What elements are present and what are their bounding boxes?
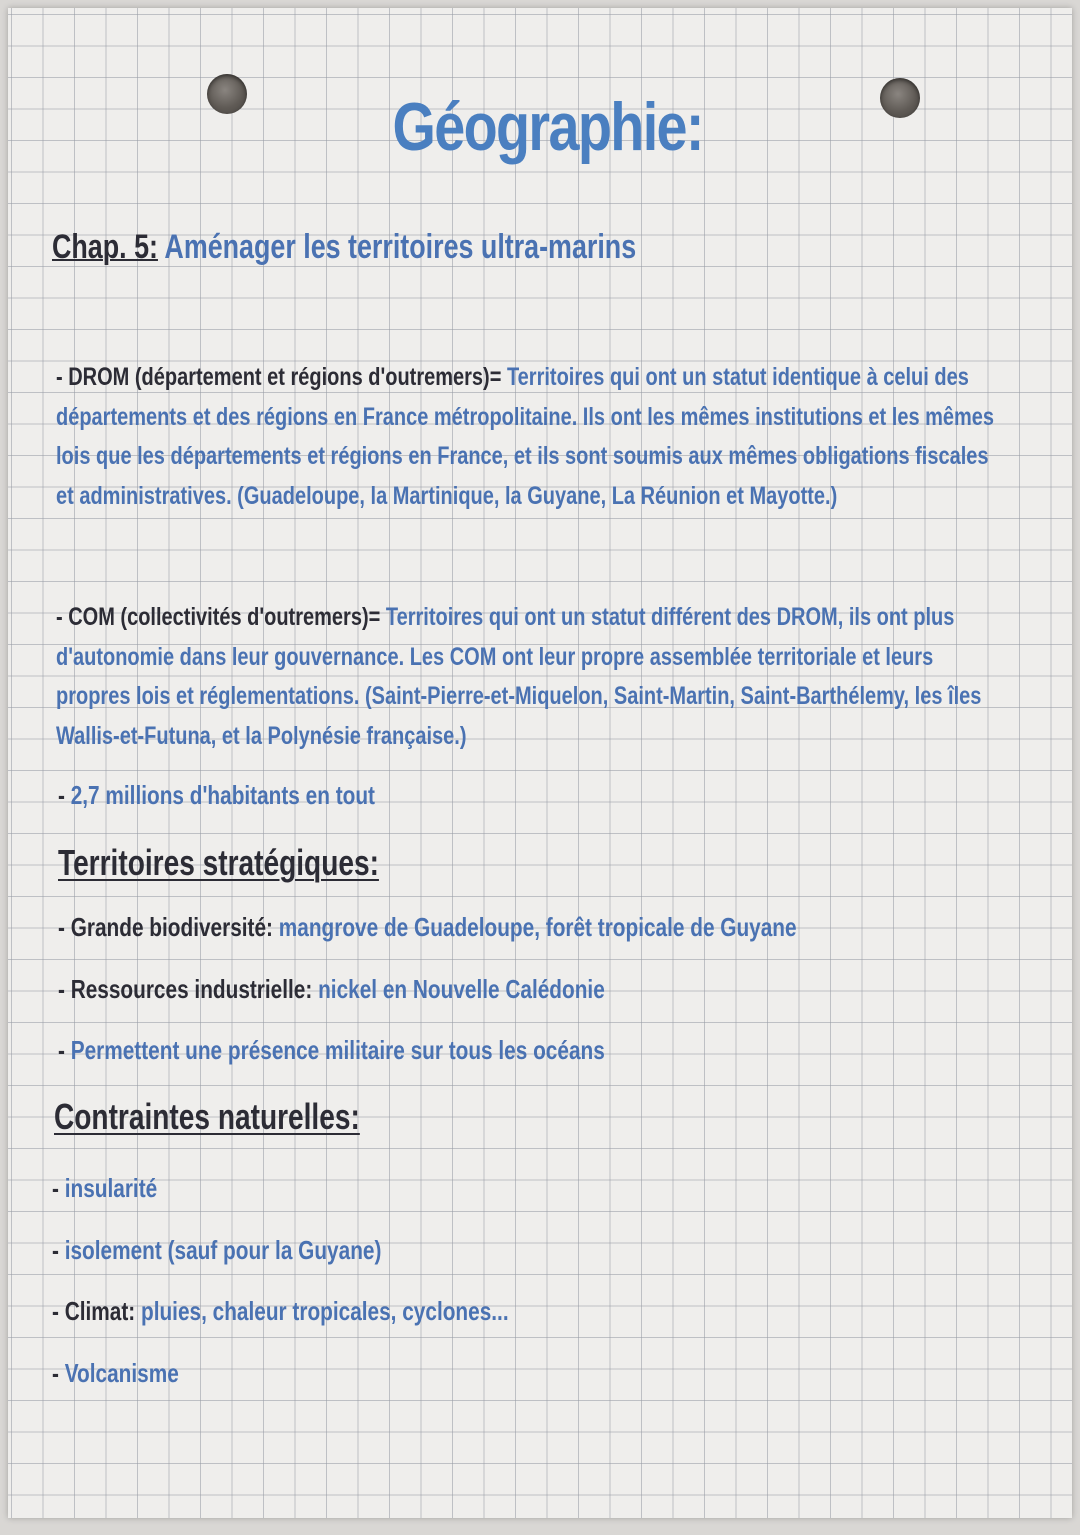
constraint-item-text: insularité <box>64 1173 158 1203</box>
strategic-heading: Territoires stratégiques: <box>58 842 379 883</box>
notebook-page <box>8 8 1072 1518</box>
constraint-item <box>52 1296 509 1327</box>
strategic-item-term: - Ressources industrielle: <box>58 974 313 1004</box>
population-text: 2,7 millions d'habitants en tout <box>70 780 375 810</box>
constraint-item-text: pluies, chaleur tropicales, cyclones... <box>140 1296 509 1326</box>
chapter-label: Chap. 5: <box>52 228 158 266</box>
constraint-item <box>52 1173 157 1204</box>
constraint-item-text: isolement (sauf pour la Guyane) <box>64 1235 382 1265</box>
strategic-item <box>58 912 797 943</box>
strategic-item-text: nickel en Nouvelle Calédonie <box>318 974 605 1004</box>
constraint-item-term: - <box>52 1235 65 1265</box>
constraint-item-term: - <box>52 1173 65 1203</box>
chapter-title: Aménager les territoires ultra-marins <box>164 228 637 266</box>
constraint-item-text: Volcanisme <box>64 1358 179 1388</box>
com-term: - COM (collectivités d'outremers)= <box>56 603 381 631</box>
drom-term: - DROM (département et régions d'outremers)= <box>56 363 502 391</box>
population-dash: - <box>58 780 71 810</box>
drom-paragraph <box>56 358 1000 516</box>
drom-definition: Territoires qui ont un statut identique à celui des départements et des régions en France métropolitaine. Ils ont les mêmes institutions et les mêmes lois que les départements et régions en France, et ils sont soumis aux mêmes obligations fiscales et administratives. (Guadeloupe, la Martinique, la Guyane, La Réunion et Mayotte.) <box>56 363 995 510</box>
chapter-heading <box>52 228 636 267</box>
page-title: Géographie: <box>392 89 703 165</box>
com-definition: Territoires qui ont un statut différent des DROM, ils ont plus d'autonomie dans leur gouvernance. Les COM ont leur propre assemblée territoriale et leurs propres lois et réglementations. (Saint-Pierre-et-Miquelon, Saint-Martin, Saint-Barthélemy, les îles Wallis-et-Futuna, et la Polynésie française.) <box>56 603 982 750</box>
constraint-item-term: - Climat: <box>52 1296 136 1326</box>
constraints-heading: Contraintes naturelles: <box>54 1096 360 1137</box>
strategic-item-term: - <box>58 1035 71 1065</box>
strategic-item <box>58 1035 605 1066</box>
constraint-item <box>52 1358 179 1389</box>
population-line <box>58 780 375 811</box>
constraint-item <box>52 1235 381 1266</box>
com-paragraph <box>56 598 1000 756</box>
constraint-item-term: - <box>52 1358 65 1388</box>
strategic-item-term: - Grande biodiversité: <box>58 912 273 942</box>
strategic-item <box>58 974 605 1005</box>
strategic-item-text: Permettent une présence militaire sur tous les océans <box>70 1035 605 1065</box>
strategic-item-text: mangrove de Guadeloupe, forêt tropicale de Guyane <box>278 912 797 942</box>
